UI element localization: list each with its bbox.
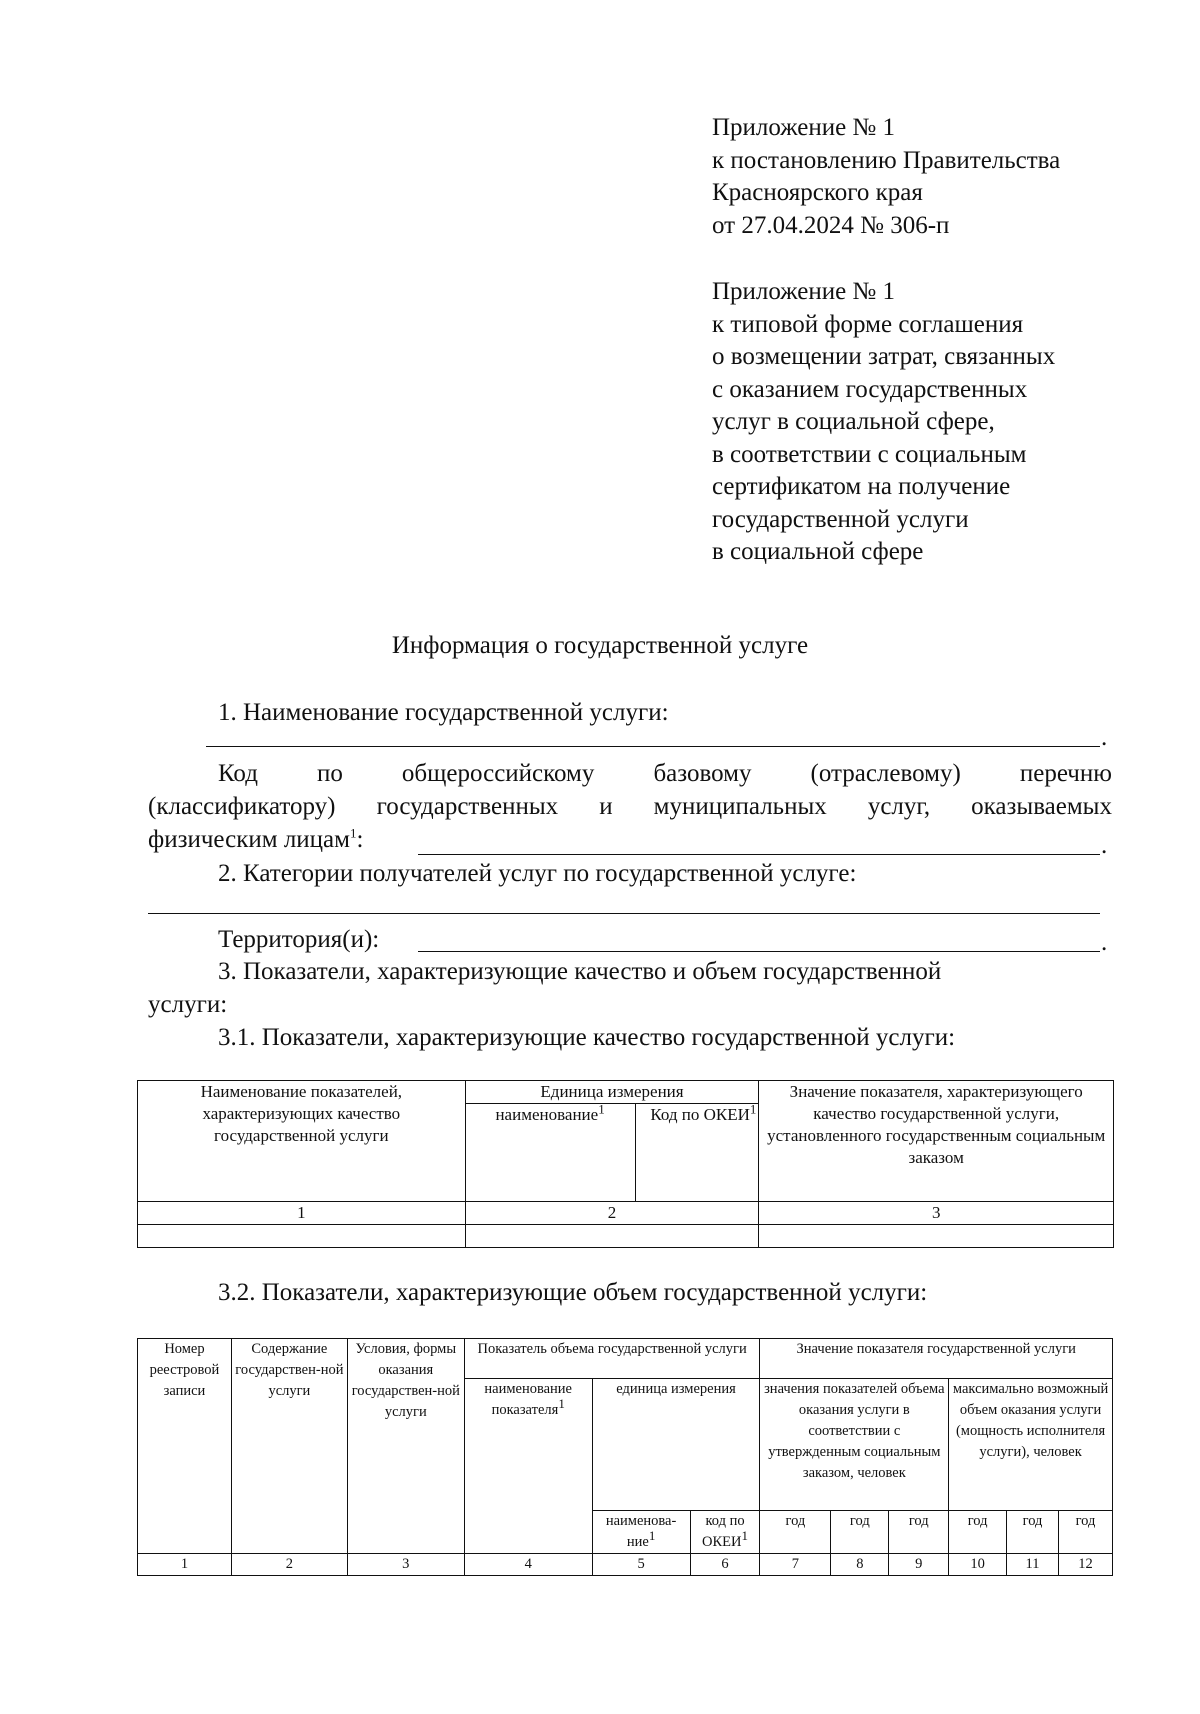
footnote-mark: 1	[598, 1101, 605, 1117]
appendix-resolution	[712, 112, 1060, 242]
appendix-line: в социальной сфере	[712, 538, 924, 565]
col-number: 3	[759, 1202, 1114, 1225]
col-number: 1	[138, 1554, 232, 1576]
appendix-line: в соответствии с социальным	[712, 440, 1027, 468]
header-conditions: Условия, формы оказания государствен-ной услуги	[347, 1339, 464, 1554]
footnote-mark: 1	[558, 1396, 565, 1412]
header-value: Значение показателя, характеризующего качество государственной услуги, установленного государственным социальным заказом	[759, 1081, 1114, 1202]
header-unit-code	[635, 1101, 759, 1202]
word: услуг,	[867, 793, 931, 820]
appendix-line: Приложение № 1	[712, 114, 896, 141]
appendix-line: Красноярского края	[712, 179, 923, 206]
header-year: год	[760, 1511, 831, 1554]
appendix-line: Приложение № 1	[712, 278, 896, 305]
footnote-mark: 1	[749, 1101, 757, 1117]
header-unit-code	[690, 1511, 760, 1554]
territory-label: Территория(и):	[218, 926, 380, 953]
header-year: год	[889, 1511, 949, 1554]
appendix-line: сертификатом на получение	[712, 473, 1011, 500]
colon: :	[356, 826, 364, 853]
header-unit: Единица измерения	[465, 1081, 759, 1104]
word: (классификатору)	[148, 793, 336, 820]
section3-heading-line1: 3. Показатели, характеризующие качество и объем государственной	[218, 958, 942, 985]
unit-name-text: наименование	[495, 1105, 599, 1124]
col-number: 6	[690, 1554, 760, 1576]
header-volume-indicator: Показатель объема государственной услуги	[464, 1339, 760, 1379]
appendix-line: государственной услуги	[712, 505, 969, 533]
period: .	[1101, 832, 1108, 859]
col-number: 5	[592, 1554, 690, 1576]
unit-name-text: наименова-ние	[605, 1513, 677, 1550]
col-number: 1	[138, 1202, 466, 1225]
col-number: 7	[760, 1554, 831, 1576]
service-name-blank[interactable]	[206, 746, 1100, 747]
section2-heading: 2. Категории получателей услуг по государственной услуге:	[218, 860, 857, 887]
section1-heading: 1. Наименование государственной услуги:	[218, 699, 669, 726]
col-number: 9	[889, 1554, 949, 1576]
section3-heading-line2: услуги:	[148, 991, 228, 1018]
header-content: Содержание государствен-ной услуги	[231, 1339, 347, 1554]
word: базовому	[653, 760, 752, 787]
header-values-order: значения показателей объема оказания услуги в соответствии с утвержденным социальным заказом, человек	[760, 1379, 949, 1511]
header-values-max: максимально возможный объем оказания услуги (мощность исполнителя услуги), человек	[949, 1379, 1113, 1511]
appendix-line: услуг в социальной сфере,	[712, 408, 995, 435]
empty-cell[interactable]	[465, 1225, 759, 1248]
footnote-mark: 1	[648, 1528, 656, 1544]
territory-blank[interactable]	[418, 951, 1100, 952]
header-registry-number: Номер реестровой записи	[138, 1339, 232, 1554]
quality-indicators-table	[137, 1080, 1114, 1248]
period: .	[1101, 929, 1108, 956]
unit-code-text: код по ОКЕИ	[702, 1513, 745, 1550]
word: Код	[218, 760, 258, 787]
word: по	[316, 760, 343, 787]
appendix-line: от 27.04.2024 № 306-п	[712, 211, 950, 239]
col-number: 11	[1007, 1554, 1059, 1576]
subsection-3-2-heading: 3.2. Показатели, характеризующие объем государственной услуги:	[218, 1279, 928, 1306]
header-unit: единица измерения	[592, 1379, 760, 1511]
unit-code-text: Код по ОКЕИ	[650, 1105, 750, 1124]
empty-cell[interactable]	[138, 1225, 466, 1248]
header-unit-name	[592, 1511, 690, 1554]
categories-blank[interactable]	[148, 913, 1100, 914]
header-indicator-name: Наименование показателей, характеризующих качество государственной услуги	[138, 1081, 466, 1202]
word: государственных	[376, 793, 559, 820]
header-year: год	[831, 1511, 889, 1554]
code-label: физическим лицам	[148, 826, 350, 853]
header-indicator-name	[464, 1379, 592, 1554]
col-number: 12	[1059, 1554, 1113, 1576]
appendix-line: к типовой форме соглашения	[712, 310, 1024, 338]
header-unit-name	[465, 1101, 635, 1202]
col-number: 10	[949, 1554, 1007, 1576]
document-title: Информация о государственной услуге	[391, 632, 809, 659]
header-indicator-value: Значение показателя государственной услуги	[760, 1339, 1113, 1379]
footnote-mark: 1	[741, 1528, 748, 1544]
word: (отраслевому)	[810, 760, 961, 787]
word: оказываемых	[971, 793, 1112, 820]
indicator-name-text: наименование показателя	[484, 1381, 572, 1418]
header-year: год	[1007, 1511, 1059, 1554]
volume-indicators-table	[137, 1338, 1113, 1576]
appendix-form	[712, 276, 1055, 569]
header-year: год	[949, 1511, 1007, 1554]
word: перечню	[1019, 760, 1112, 787]
word: и	[599, 793, 613, 820]
col-number: 8	[831, 1554, 889, 1576]
appendix-line: к постановлению Правительства	[712, 146, 1061, 174]
code-line-2	[148, 793, 1112, 821]
subsection-3-1-heading: 3.1. Показатели, характеризующие качество государственной услуги:	[218, 1024, 956, 1051]
col-number: 2	[465, 1202, 759, 1225]
empty-cell[interactable]	[759, 1225, 1114, 1248]
word: муниципальных	[653, 793, 827, 820]
period: .	[1101, 724, 1108, 751]
footnote-mark: 1	[349, 825, 357, 841]
col-number: 4	[464, 1554, 592, 1576]
appendix-line: о возмещении затрат, связанных	[712, 343, 1056, 370]
code-line-1	[218, 760, 1112, 788]
appendix-line: с оказанием государственных	[712, 375, 1028, 403]
code-blank[interactable]	[418, 854, 1100, 855]
code-line-3	[148, 824, 363, 856]
col-number: 3	[347, 1554, 464, 1576]
word: общероссийскому	[401, 760, 595, 787]
header-year: год	[1059, 1511, 1113, 1554]
col-number: 2	[231, 1554, 347, 1576]
